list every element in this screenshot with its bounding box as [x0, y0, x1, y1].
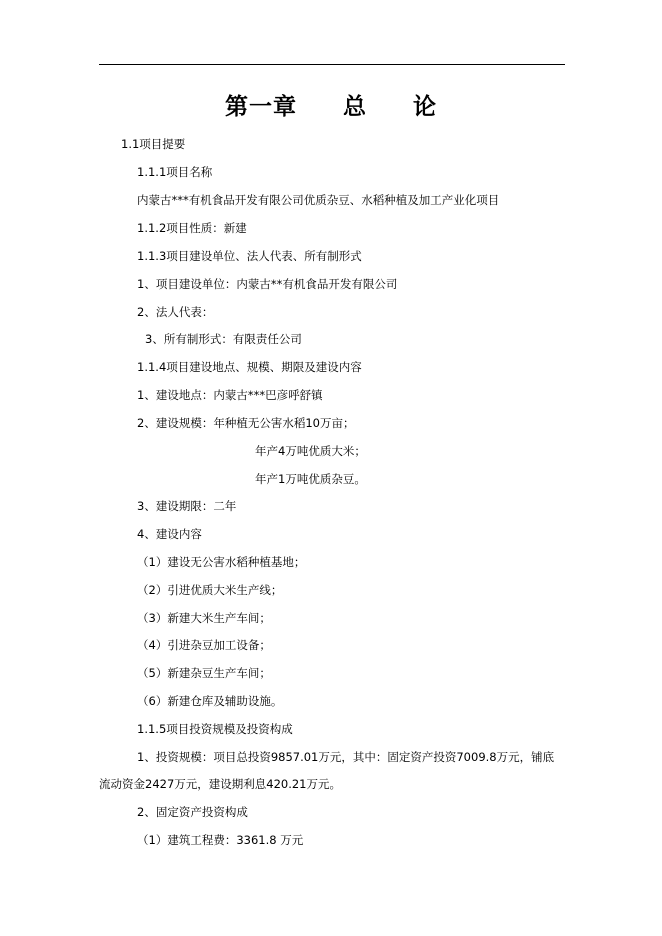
list-item: 2、固定资产投资构成: [137, 805, 248, 819]
paragraph: 内蒙古***有机食品开发有限公司优质杂豆、水稻种植及加工产业化项目: [137, 193, 500, 207]
subsection-heading: 1.1.2项目性质：新建: [137, 221, 247, 235]
list-item: （5）新建杂豆生产车间；: [137, 666, 271, 680]
list-item-continuation: 年产1万吨优质杂豆。: [255, 472, 366, 486]
list-item: （3）新建大米生产车间；: [137, 611, 271, 625]
subsection-heading: 1.1.4项目建设地点、规模、期限及建设内容: [137, 360, 362, 374]
subsection-heading: 1.1.1项目名称: [137, 165, 213, 179]
list-item: 3、所有制形式：有限责任公司: [145, 332, 302, 346]
list-item: 4、建设内容: [137, 527, 202, 541]
paragraph-continuation: 流动资金2427万元，建设期利息420.21万元。: [99, 777, 342, 791]
list-item: 2、法人代表：: [137, 305, 214, 319]
subsection-heading: 1.1.3项目建设单位、法人代表、所有制形式: [137, 249, 362, 263]
section-heading: 1.1项目提要: [121, 137, 186, 151]
list-item: 1、建设地点：内蒙古***巴彦呼舒镇: [137, 388, 323, 402]
list-item: 3、建设期限：二年: [137, 499, 237, 513]
list-item: （1）建筑工程费：3361.8 万元: [137, 833, 304, 847]
chapter-title: [0, 88, 662, 121]
list-item: 1、项目建设单位：内蒙古**有机食品开发有限公司: [137, 277, 398, 291]
chapter-word-1: 总: [343, 93, 367, 120]
header-rule: [99, 64, 565, 65]
chapter-number: 第一章: [225, 93, 297, 120]
list-item: 2、建设规模：年种植无公害水稻10万亩；: [137, 416, 355, 430]
subsection-heading: 1.1.5项目投资规模及投资构成: [137, 722, 293, 736]
chapter-word-2: 论: [413, 93, 437, 120]
list-item: （4）引进杂豆加工设备；: [137, 638, 271, 652]
list-item: （2）引进优质大米生产线；: [137, 583, 283, 597]
list-item-continuation: 年产4万吨优质大米；: [255, 444, 366, 458]
list-item: （6）新建仓库及辅助设施。: [137, 694, 283, 708]
paragraph: 1、投资规模：项目总投资9857.01万元，其中：固定资产投资7009.8万元，铺底: [137, 750, 555, 764]
list-item: （1）建设无公害水稻种植基地；: [137, 555, 306, 569]
